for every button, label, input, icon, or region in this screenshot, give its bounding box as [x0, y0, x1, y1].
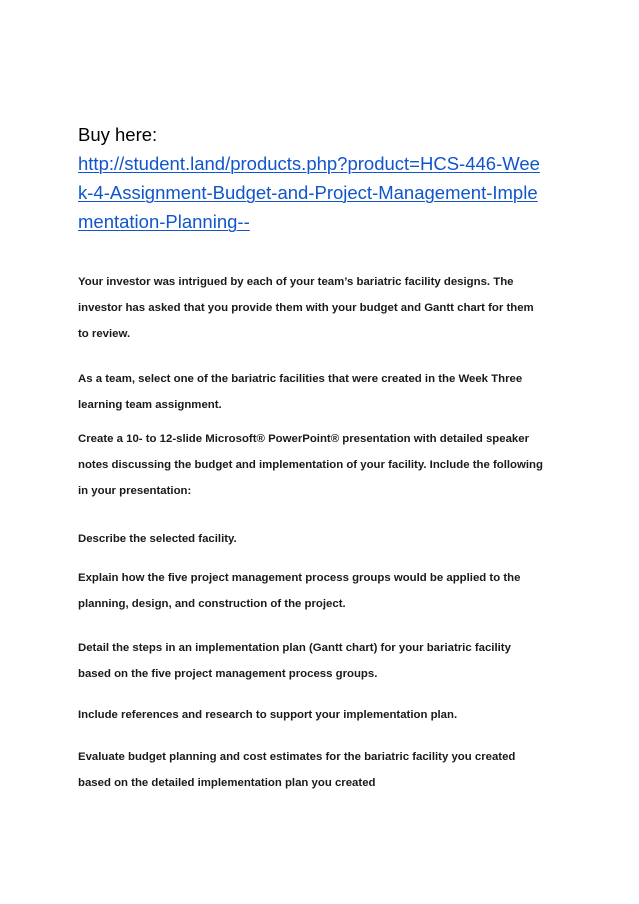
product-link-line-1[interactable]: http://student.land/products.php?product=HCS-446-Wee — [78, 153, 540, 174]
paragraph-describe-facility — [78, 526, 578, 552]
paragraph-line: to review. — [78, 328, 131, 340]
paragraph-line: Detail the steps in an implementation plan (Gantt chart) for your bariatric facility — [78, 642, 511, 654]
product-link-line-2[interactable]: k-4-Assignment-Budget-and-Project-Management-Imple — [78, 182, 538, 203]
product-link-line-3[interactable]: mentation-Planning-- — [78, 211, 250, 232]
paragraph-line: As a team, select one of the bariatric facilities that were created in the Week Three — [78, 373, 523, 385]
buy-here-label: Buy here: — [78, 124, 158, 145]
paragraph-line: Your investor was intrigued by each of your team’s bariatric facility designs. The — [78, 276, 514, 288]
paragraph-line: learning team assignment. — [78, 399, 222, 411]
paragraph-line: investor has asked that you provide them with your budget and Gantt chart for them — [78, 302, 534, 314]
paragraph-line: Explain how the five project management process groups would be applied to the — [78, 572, 521, 584]
paragraph-line: Include references and research to support your implementation plan. — [78, 709, 458, 721]
paragraph-line: Evaluate budget planning and cost estimates for the bariatric facility you created — [78, 751, 516, 763]
paragraph-line: Create a 10- to 12-slide Microsoft® PowerPoint® presentation with detailed speaker — [78, 433, 530, 445]
paragraph-line: based on the detailed implementation plan you created — [78, 777, 376, 789]
buy-here-section — [78, 120, 578, 236]
paragraph-create-presentation — [78, 426, 578, 504]
paragraph-select-facility — [78, 366, 578, 418]
paragraph-process-groups — [78, 565, 578, 617]
paragraph-line: notes discussing the budget and implementation of your facility. Include the following — [78, 459, 543, 471]
paragraph-budget-planning — [78, 744, 578, 796]
paragraph-line: in your presentation: — [78, 485, 192, 497]
paragraph-implementation-plan — [78, 635, 578, 687]
paragraph-investor-intro — [78, 269, 578, 347]
paragraph-line: Describe the selected facility. — [78, 533, 237, 545]
paragraph-line: based on the five project management process groups. — [78, 668, 378, 680]
paragraph-references — [78, 702, 578, 728]
paragraph-line: planning, design, and construction of the project. — [78, 598, 346, 610]
